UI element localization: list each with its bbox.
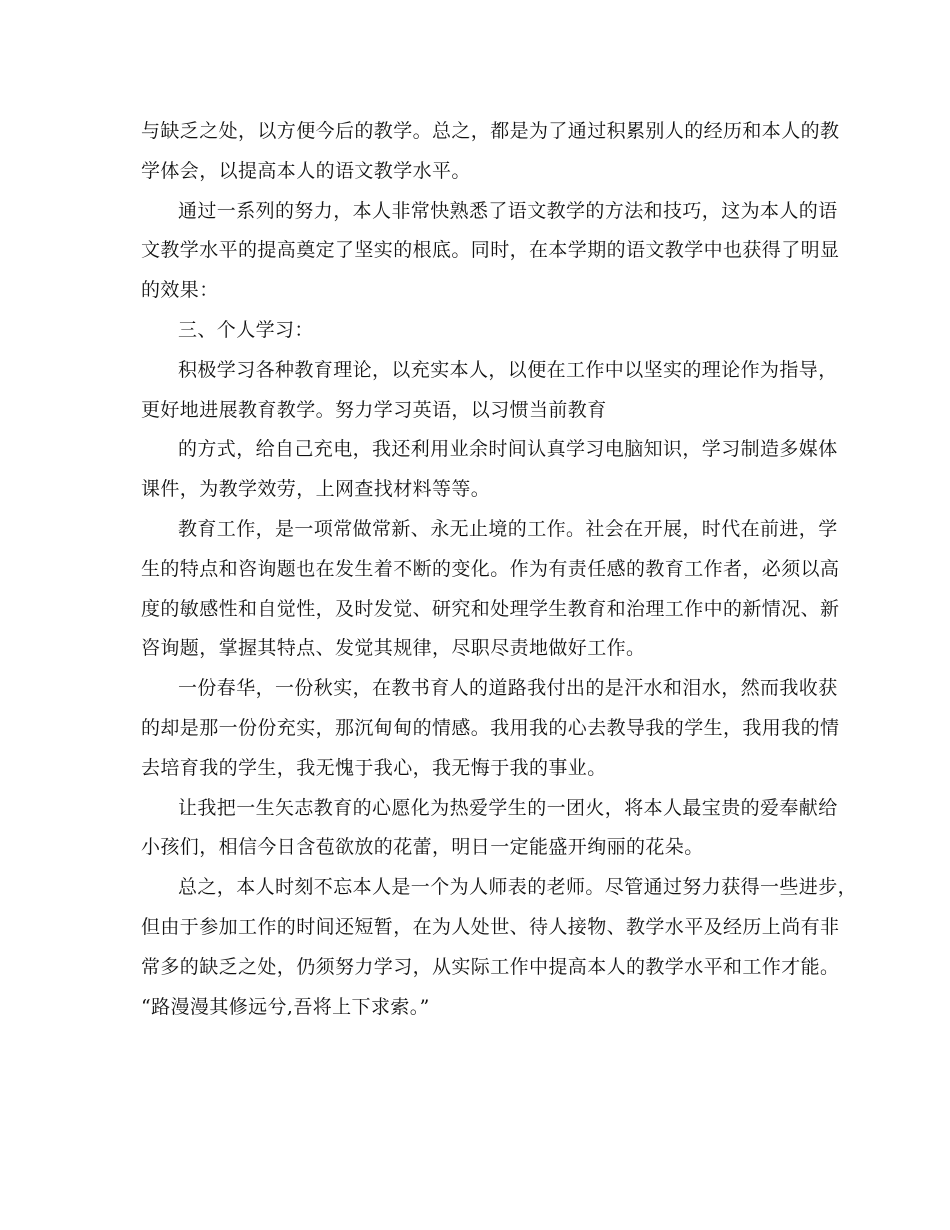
text-line-7: 积极学习各种教育理论，以充实本人，以便在工作中以坚实的理论作为指导，: [178, 358, 838, 381]
text-line-9: 的方式，给自己充电，我还利用业余时间认真学习电脑知识，学习制造多媒体: [178, 438, 838, 461]
text-line-8: 更好地进展教育教学。努力学习英语，以习惯当前教育: [141, 398, 607, 421]
text-line-3: 通过一系列的努力，本人非常快熟悉了语文教学的方法和技巧，这为本人的语: [178, 199, 838, 222]
text-line-21: 但由于参加工作的时间还短暂，在为人处世、待人接物、教学水平及经历上尚有非: [141, 915, 840, 938]
document-body: [141, 112, 858, 1027]
text-line-10: 课件，为教学效劳，上网查找材料等等。: [141, 478, 491, 501]
text-line-15: 一份春华，一份秋实，在教书育人的道路我付出的是汗水和泪水，然而我收获: [178, 677, 838, 700]
text-line-12: 生的特点和咨询题也在发生着不断的变化。作为有责任感的教育工作者，必须以高: [141, 557, 840, 580]
text-line-5: 的效果：: [141, 279, 219, 302]
text-line-13: 度的敏感性和自觉性，及时发觉、研究和处理学生教育和治理工作中的新情况、新: [141, 597, 840, 620]
text-line-20: 总之，本人时刻不忘本人是一个为人师表的老师。尽管通过努力获得一些进步，: [178, 876, 858, 899]
text-line-4: 文教学水平的提高奠定了坚实的根底。同时，在本学期的语文教学中也获得了明显: [141, 239, 840, 262]
closing-quote: “路漫漫其修远兮,吾将上下求索。”: [141, 995, 430, 1018]
text-line-22: 常多的缺乏之处，仍须努力学习，从实际工作中提高本人的教学水平和工作才能。: [141, 955, 840, 978]
text-line-1: 与缺乏之处，以方便今后的教学。总之，都是为了通过积累别人的经历和本人的教: [141, 120, 840, 142]
text-line-11: 教育工作，是一项常做常新、永无止境的工作。社会在开展，时代在前进，学: [178, 517, 838, 540]
text-line-16: 的却是那一份份充实，那沉甸甸的情感。我用我的心去教导我的学生，我用我的情: [141, 716, 840, 739]
text-line-2: 学体会，以提高本人的语文教学水平。: [141, 159, 471, 182]
text-line-17: 去培育我的学生，我无愧于我心，我无悔于我的事业。: [141, 756, 607, 779]
section-heading-personal-study: 三、个人学习：: [178, 318, 314, 341]
text-line-19: 小孩们，相信今日含苞欲放的花蕾，明日一定能盛开绚丽的花朵。: [141, 836, 704, 859]
text-line-14: 咨询题，掌握其特点、发觉其规律，尽职尽责地做好工作。: [141, 637, 646, 660]
text-line-18: 让我把一生矢志教育的心愿化为热爱学生的一团火，将本人最宝贵的爱奉献给: [178, 796, 838, 819]
